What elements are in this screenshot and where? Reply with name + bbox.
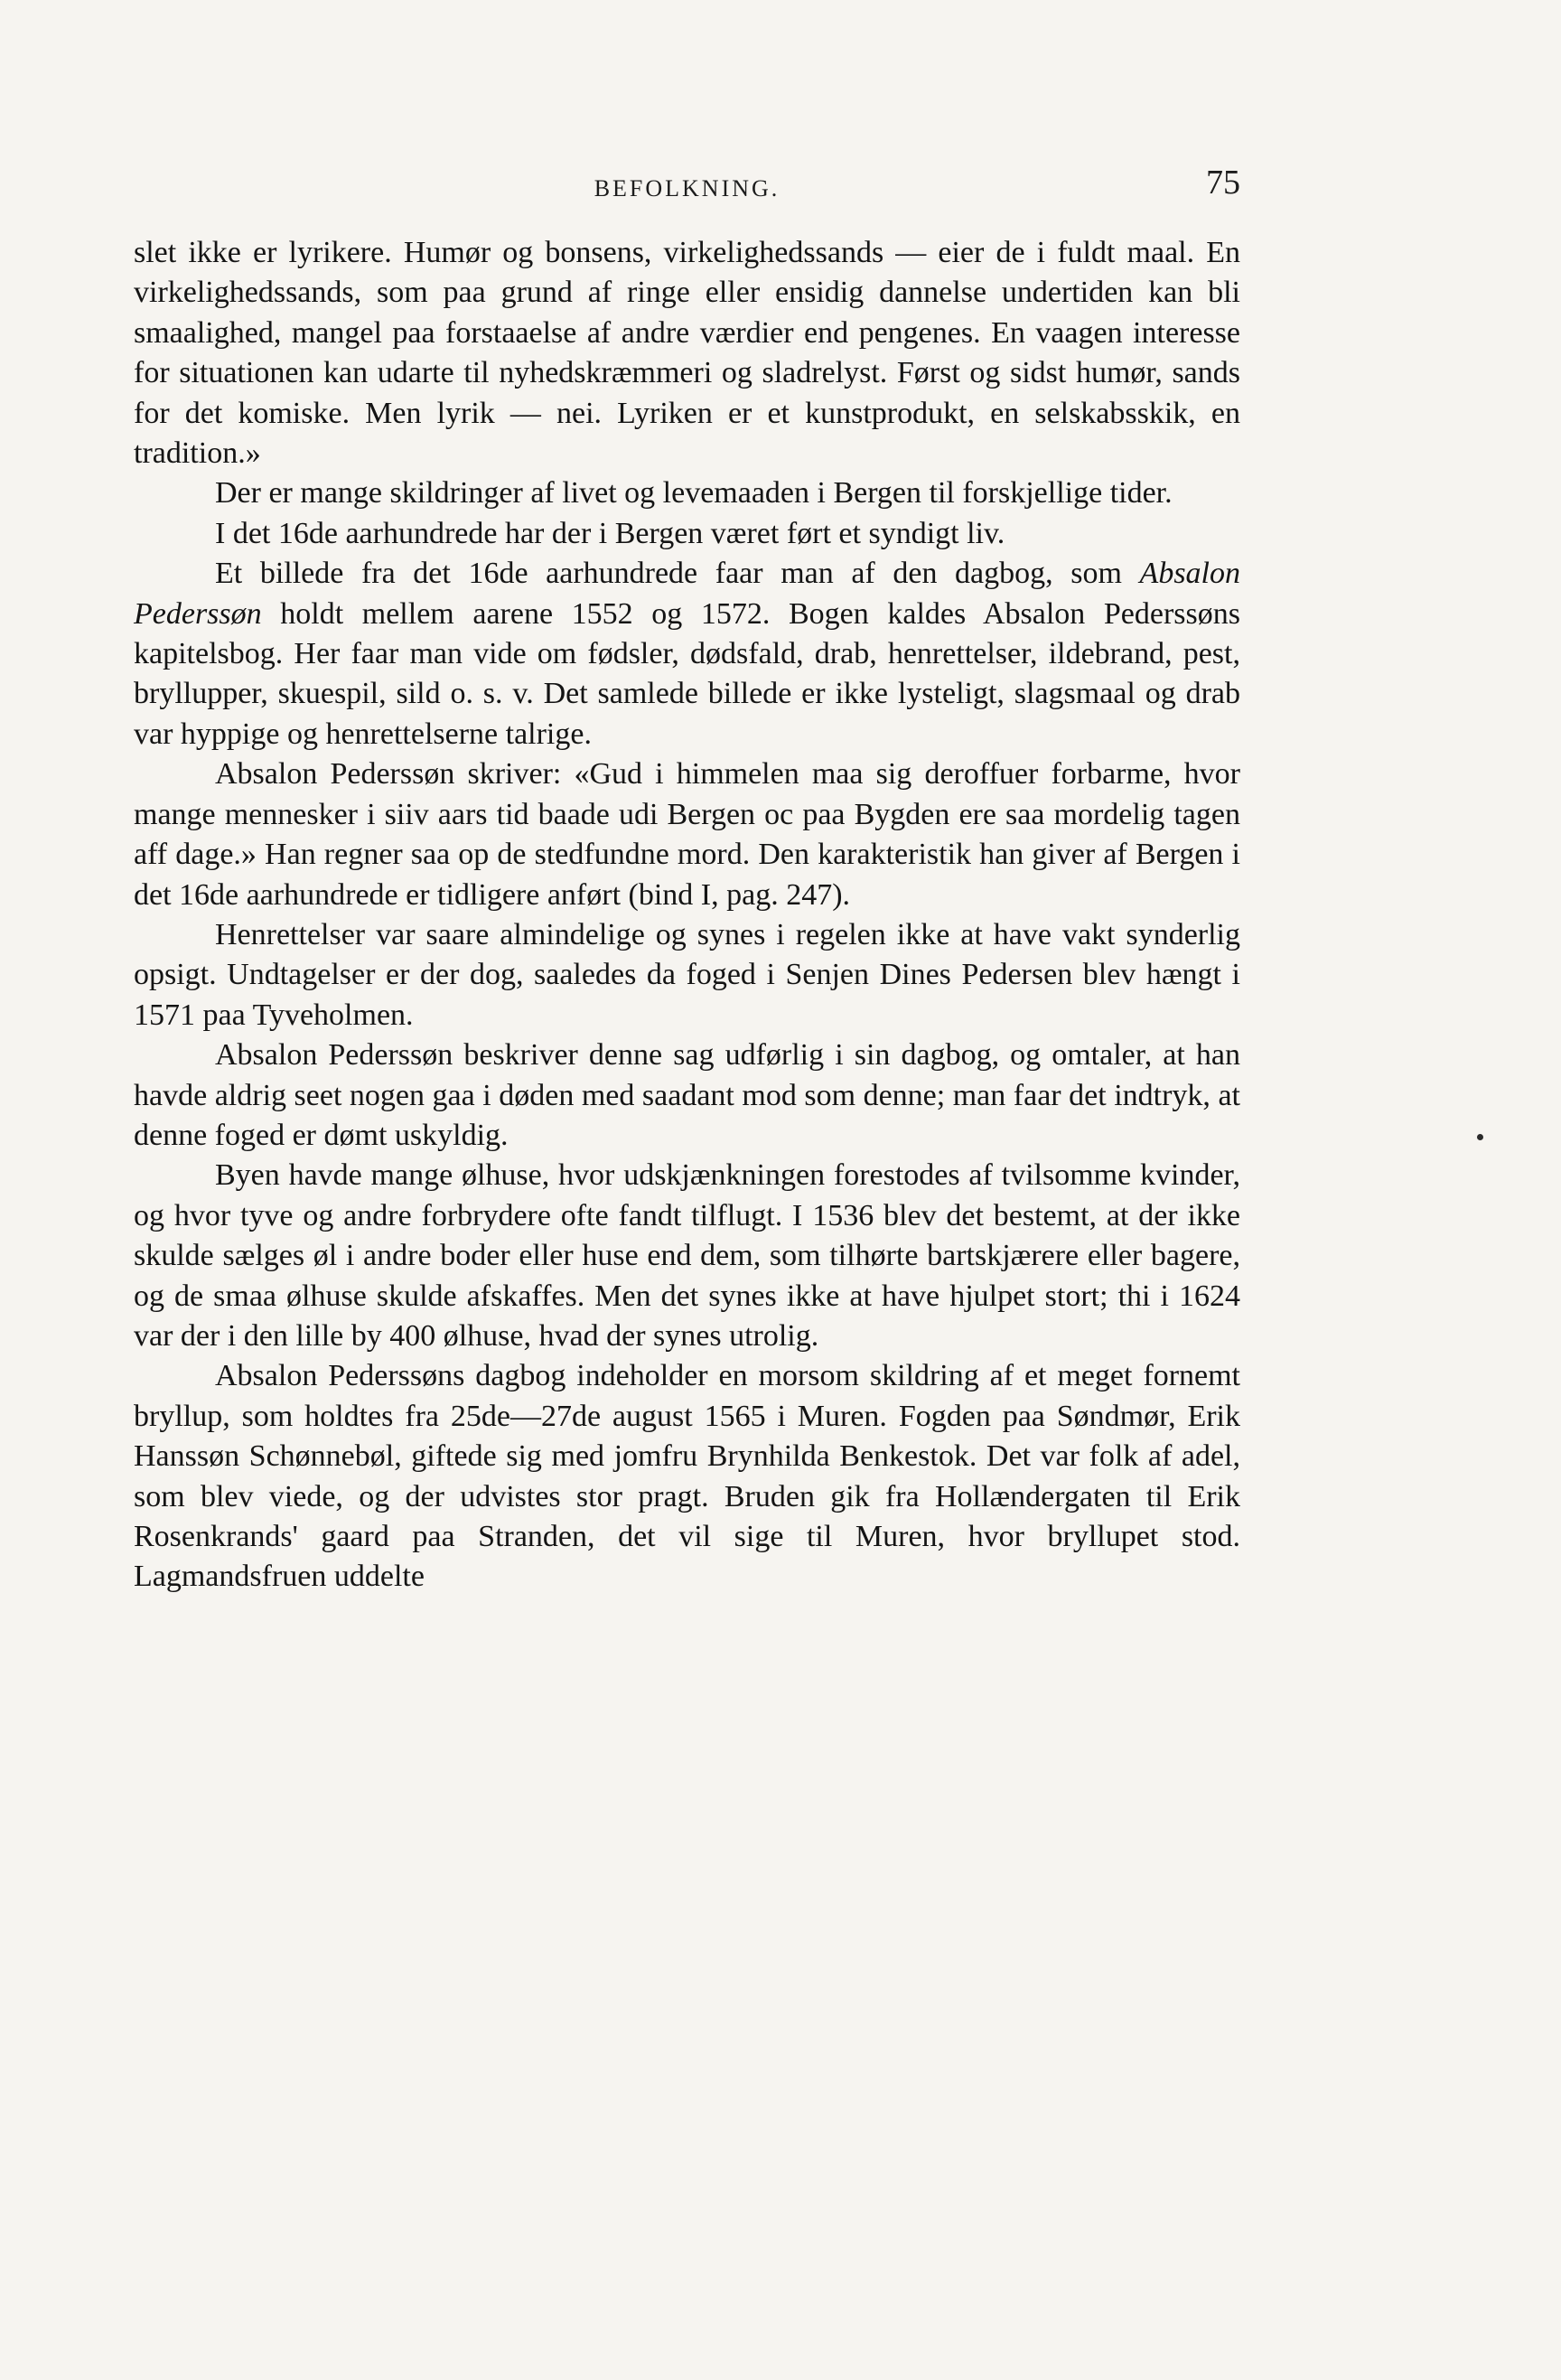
running-head xyxy=(134,163,1240,208)
paragraph-text-post: holdt mellem aarene 1552 og 1572. Bogen kaldes Absalon Pederssøns kapitelsbog. Her faar man vide om fødsler, dødsfald, drab, henrettelser, ildebrand, pest, bryllupper, skuespil, sild o. s. v. Det samlede billede er ikke lysteligt, slagsmaal og drab var hyppige og henrettelserne talrige. xyxy=(134,596,1240,751)
paragraph-text: Absalon Pederssøn skriver: «Gud i himmelen maa sig deroffuer forbarme, hvor mange mennesker i siiv aars tid baade udi Bergen oc paa Bygden ere saa mordelig tagen aff dage.» Han regner saa op de stedfundne mord. Den karakteristik han giver af Bergen i det 16de aarhundrede er tidligere anført (bind I, pag. 247). xyxy=(134,757,1240,912)
paragraph-text: Absalon Pederssøns dagbog indeholder en morsom skildring af et meget fornemt bryllup, som holdtes fra 25de—27de august 1565 i Muren. Fogden paa Søndmør, Erik Hanssøn Schønnebøl, giftede sig med jomfru Brynhilda Benkestok. Det var folk af adel, som blev viede, og der udvistes stor pragt. Bruden gik fra Hollændergaten til Erik Rosenkrands' gaard paa Stranden, det vil sige til Muren, hvor bryllupet stod. Lagmandsfruen uddelte xyxy=(134,1359,1240,1594)
paragraph xyxy=(134,514,1240,554)
paragraph-text: Der er mange skildringer af livet og levemaaden i Bergen til forskjellige tider. xyxy=(215,476,1173,511)
paragraph xyxy=(134,233,1240,473)
running-title: BEFOLKNING. xyxy=(594,175,780,201)
paragraph xyxy=(134,473,1240,513)
paragraph xyxy=(134,754,1240,915)
paragraph-text-pre: Et billede fra det 16de aarhundrede faar man af den dagbog, som xyxy=(215,557,1140,591)
paragraph-text: Absalon Pederssøn beskriver denne sag udførlig i sin dagbog, og omtaler, at han havde aldrig seet nogen gaa i døden med saadant mod som denne; man faar det indtryk, at denne foged er dømt uskyldig. xyxy=(134,1038,1240,1152)
paragraph xyxy=(134,915,1240,1035)
italic-name: Absalon Pederssøn xyxy=(134,557,1240,631)
body-text xyxy=(134,233,1240,1598)
paragraph-text: I det 16de aarhundrede har der i Bergen været ført et syndigt liv. xyxy=(215,516,1005,550)
paragraph xyxy=(134,554,1240,754)
paragraph xyxy=(134,1356,1240,1597)
page-number: 75 xyxy=(1206,164,1240,201)
ink-speck xyxy=(1477,1134,1483,1140)
paragraph-text: Byen havde mange ølhuse, hvor udskjænkningen forestodes af tvilsomme kvinder, og hvor tyve og andre forbrydere ofte fandt tilflugt. I 1536 blev det bestemt, at der ikke skulde sælges øl i andre boder eller huse end dem, som tilhørte bartskjærere eller bagere, og de smaa ølhuse skulde afskaffes. Men det synes ikke at have hjulpet stort; thi i 1624 var der i den lille by 400 ølhuse, hvad der synes utrolig. xyxy=(134,1158,1240,1353)
paragraph-text: slet ikke er lyrikere. Humør og bonsens, virkelighedssands — eier de i fuldt maal. En virkelighedssands, som paa grund af ringe eller ensidig dannelse undertiden kan bli smaalighed, mangel paa forstaaelse af andre værdier end pengenes. En vaagen interesse for situationen kan udarte til nyhedskræmmeri og sladrelyst. Først og sidst humør, sands for det komiske. Men lyrik — nei. Lyriken er et kunstprodukt, en selskabsskik, en tradition.» xyxy=(134,236,1240,471)
paragraph xyxy=(134,1035,1240,1156)
paragraph-text: Henrettelser var saare almindelige og synes i regelen ikke at have vakt synderlig opsigt. Undtagelser er der dog, saaledes da foged i Senjen Dines Pedersen blev hængt i 1571 paa Tyveholmen. xyxy=(134,917,1240,1032)
paragraph xyxy=(134,1156,1240,1356)
